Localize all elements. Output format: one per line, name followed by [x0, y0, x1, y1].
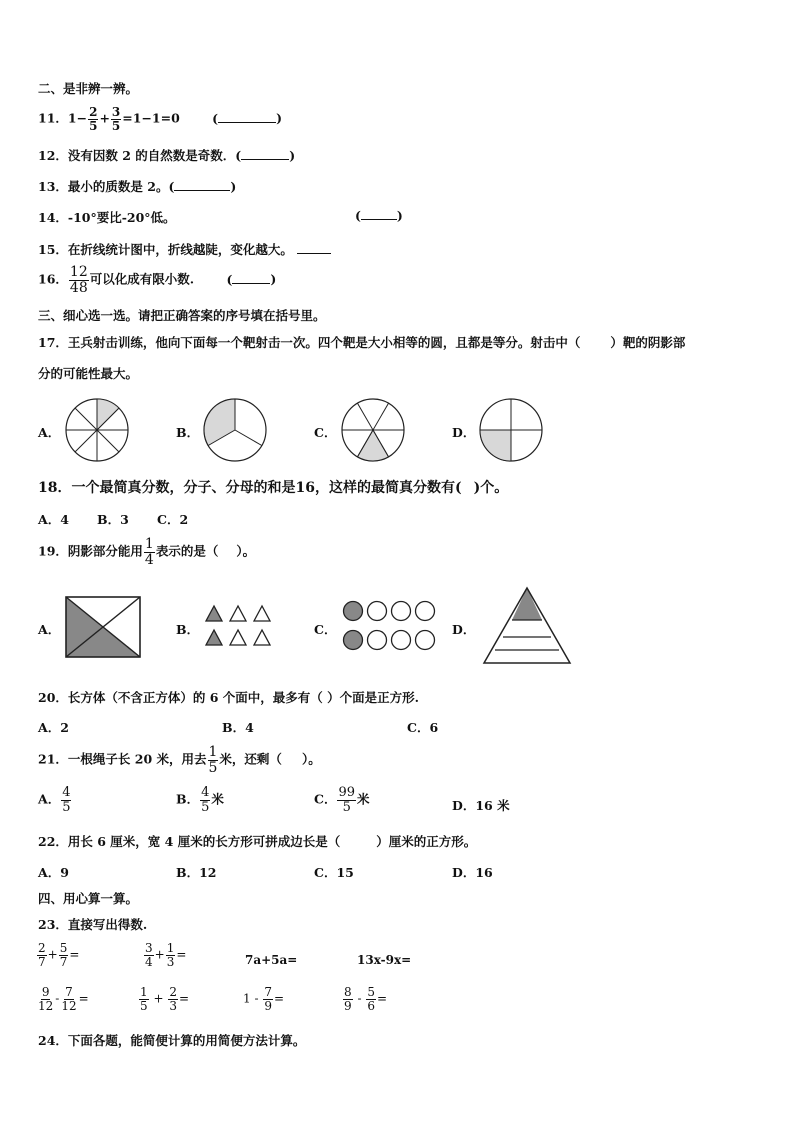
q18-option-c[interactable]: C．2: [157, 512, 189, 527]
q21-option-c[interactable]: [314, 786, 370, 814]
figure-rectangle-diagonals: [64, 595, 142, 659]
question-17-line1: [38, 333, 685, 351]
q22-option-c[interactable]: C．15: [314, 865, 354, 880]
fraction: [263, 986, 273, 1012]
fraction: [37, 942, 47, 968]
numerator: 2: [169, 985, 177, 999]
denominator: 12: [38, 998, 54, 1013]
paren: ): [276, 110, 282, 126]
numerator: 4: [62, 785, 71, 800]
target-b: [202, 397, 268, 463]
question-14: [38, 208, 176, 226]
paren: (: [226, 271, 233, 287]
answer-blank[interactable]: [232, 283, 270, 284]
fraction: [208, 745, 219, 775]
equals: =: [179, 991, 190, 1006]
numerator: 7: [65, 985, 73, 999]
paren: (: [355, 208, 361, 223]
denominator: 5: [89, 118, 98, 133]
equals: =: [176, 947, 187, 962]
numerator: 5: [367, 985, 375, 999]
denominator: 3: [169, 998, 177, 1013]
answer-blank[interactable]: [218, 122, 276, 123]
expr-7: [243, 986, 284, 1012]
fraction: [200, 786, 210, 814]
q20-option-b[interactable]: B．4: [222, 720, 254, 735]
denominator: 5: [62, 799, 71, 815]
q20-option-a[interactable]: A．2: [38, 720, 69, 735]
denominator: 4: [145, 954, 153, 969]
expr-prefix: 1 -: [243, 991, 259, 1006]
paren: (: [212, 110, 219, 126]
question-16: [38, 265, 276, 295]
operator: +: [47, 947, 58, 962]
question-22: [38, 832, 476, 850]
fraction: [166, 942, 176, 968]
section-4-title: 四、用心算一算。: [38, 891, 139, 906]
question-24: 24．下面各题，能简便计算的用简便方法计算。: [38, 1033, 306, 1048]
denominator: 6: [367, 998, 375, 1013]
denominator: 5: [140, 998, 148, 1013]
option-label-b: B．: [176, 425, 200, 440]
option-label-a: A．: [38, 425, 61, 440]
paren: ): [396, 208, 403, 223]
q19-option-label-a: A．: [38, 622, 61, 637]
target-a: [64, 397, 130, 463]
q21-option-b[interactable]: [176, 786, 224, 814]
fraction: [343, 986, 353, 1012]
operator: +: [153, 991, 164, 1006]
section-3-title: 三、细心选一选。请把正确答案的序号填在括号里。: [38, 308, 326, 323]
fraction: [144, 537, 155, 567]
equals: =: [78, 991, 89, 1006]
question-19: [38, 537, 255, 567]
q19-option-label-c: C．: [314, 622, 337, 637]
expr-4: 13x-9x=: [357, 953, 412, 967]
q12-text: 12．没有因数 2 的自然数是奇数．(: [38, 148, 242, 163]
q22-text: ）厘米的正方形。: [376, 834, 477, 849]
numerator: 7: [264, 985, 272, 999]
q17-text: ）靶的阴影部: [610, 335, 686, 350]
q11-part: 1−: [67, 110, 88, 126]
paren: ): [230, 179, 237, 194]
q11-part: +: [99, 110, 110, 126]
denominator: 7: [59, 954, 68, 969]
q19-text: ）。: [236, 543, 256, 559]
figure-circles: [340, 598, 440, 654]
answer-blank[interactable]: [174, 190, 230, 191]
q22-option-d[interactable]: D．16: [452, 865, 493, 880]
answer-blank[interactable]: [361, 219, 397, 220]
q19-option-label-d: D．: [452, 622, 476, 637]
figure-triangles: [202, 602, 274, 650]
fraction: [337, 786, 356, 814]
section-2-title: 二、是非辨一辨。: [38, 81, 139, 96]
q21-text: 21．一根绳子长 20 米，用去: [38, 751, 207, 767]
q16-text: 可以化成有限小数.: [89, 271, 195, 287]
numerator: 1: [140, 985, 148, 999]
numerator: 1: [208, 744, 218, 760]
q21-text: 米，还剩（: [219, 751, 282, 767]
expr-5: [36, 986, 89, 1012]
numerator: 4: [201, 785, 210, 800]
paren: ): [289, 148, 296, 163]
q15-text: 15．在折线统计图中，折线越陡，变化越大。: [38, 242, 293, 257]
expr-3: 7a+5a=: [245, 953, 298, 967]
expr-6: [138, 986, 189, 1012]
question-20: 20．长方体（不含正方体）的 6 个面中，最多有（ ）个面是正方形.: [38, 690, 420, 705]
q21-option-a[interactable]: [38, 786, 72, 814]
answer-blank[interactable]: [241, 159, 289, 160]
numerator: 1: [166, 941, 175, 955]
equals: =: [377, 991, 388, 1006]
target-d: [478, 397, 544, 463]
denominator: 9: [344, 998, 352, 1013]
denominator: 9: [264, 998, 272, 1013]
q22-text: 22．用长 6 厘米，宽 4 厘米的长方形可拼成边长是（: [38, 834, 341, 849]
fraction: [139, 986, 149, 1012]
denominator: 7: [38, 954, 46, 969]
option-label: B．: [176, 791, 200, 807]
fraction: [59, 942, 69, 968]
q19-option-label-b: B．: [176, 622, 200, 637]
fraction: [88, 106, 98, 132]
operator: -: [357, 991, 362, 1006]
numerator: 8: [344, 985, 352, 999]
q22-option-b[interactable]: B．12: [176, 865, 217, 880]
unit: 米: [357, 791, 370, 807]
q18-text: 18．一个最简真分数，分子、分母的和是16，这样的最简真分数有(: [38, 480, 462, 496]
denominator: 3: [166, 954, 175, 969]
question-21: [38, 745, 321, 775]
fraction: [144, 942, 154, 968]
q19-text: 19．阴影部分能用: [38, 543, 143, 559]
denominator: 48: [69, 279, 88, 296]
q16-number: 16．: [38, 271, 68, 287]
paren: ): [270, 271, 277, 287]
option-label: C．: [314, 791, 337, 807]
q20-option-c[interactable]: C．6: [407, 720, 439, 735]
numerator: 3: [145, 941, 153, 955]
q21-option-d[interactable]: D．16 米: [452, 798, 510, 813]
fraction: [366, 986, 376, 1012]
unit: 米: [211, 791, 224, 807]
question-15: [38, 240, 331, 258]
numerator: 1: [144, 536, 154, 552]
q13-text: 13．最小的质数是 2。(: [38, 179, 175, 194]
denominator: 5: [208, 759, 218, 776]
figure-layered-triangle: [482, 586, 572, 666]
fraction: [168, 986, 178, 1012]
q18-text: )个。: [473, 480, 509, 496]
expr-1: [36, 942, 79, 968]
question-17-line2: 分的可能性最大。: [38, 366, 139, 381]
question-23: 23．直接写出得数.: [38, 917, 148, 932]
q14-answer: [355, 208, 403, 223]
numerator: 12: [69, 264, 88, 280]
q17-text: 17．王兵射击训练，他向下面每一个靶射击一次。四个靶是大小相等的圆，且都是等分。射击中（: [38, 335, 581, 350]
option-label: A．: [38, 791, 61, 807]
operator: +: [154, 947, 165, 962]
q18-option-b[interactable]: B．3: [97, 512, 129, 527]
numerator: 2: [89, 105, 98, 119]
option-label-c: C．: [314, 425, 337, 440]
q19-text: 表示的是（: [155, 543, 219, 559]
question-18: [38, 477, 508, 497]
fraction: [60, 986, 77, 1012]
fraction: [69, 265, 89, 295]
expr-2: [143, 942, 186, 968]
q22-option-a[interactable]: A．9: [38, 865, 69, 880]
q21-text: ）。: [301, 751, 321, 767]
q14-text: 14．-10°要比-20°低。: [38, 210, 176, 225]
question-12: [38, 146, 295, 164]
numerator: 99: [338, 785, 355, 800]
q11-number: 11．: [38, 110, 68, 126]
target-c: [340, 397, 406, 463]
option-label-d: D．: [452, 425, 476, 440]
q18-option-a[interactable]: A．4: [38, 512, 69, 527]
fraction: [37, 986, 54, 1012]
question-11: [38, 106, 282, 132]
operator: -: [55, 991, 60, 1006]
question-13: [38, 177, 236, 195]
answer-blank[interactable]: [297, 253, 331, 254]
denominator: 5: [342, 799, 351, 815]
denominator: 12: [61, 998, 77, 1013]
numerator: 3: [111, 105, 121, 119]
fraction: [61, 786, 71, 814]
numerator: 5: [59, 941, 68, 955]
denominator: 5: [111, 118, 121, 133]
q11-part: =1−1=0: [122, 110, 180, 126]
fraction: [111, 106, 121, 132]
numerator: 2: [38, 941, 46, 955]
denominator: 4: [144, 551, 154, 568]
numerator: 9: [41, 985, 50, 999]
equals: =: [69, 947, 80, 962]
expr-8: [342, 986, 387, 1012]
denominator: 5: [201, 799, 210, 815]
equals: =: [273, 991, 285, 1006]
